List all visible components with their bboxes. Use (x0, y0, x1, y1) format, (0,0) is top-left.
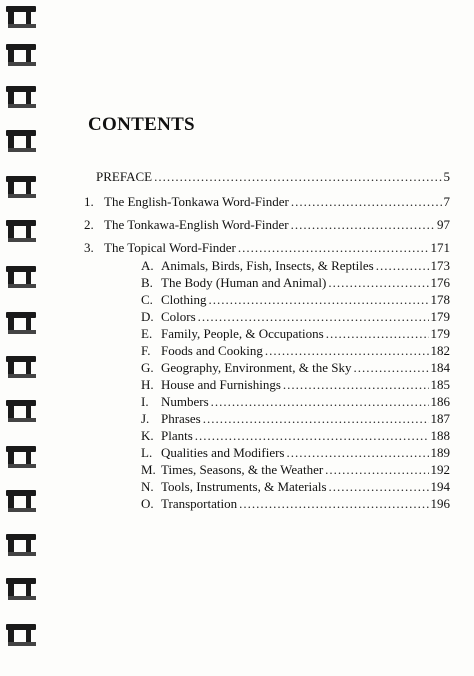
leader-dots (195, 428, 429, 444)
leader-dots (283, 377, 429, 393)
leader-dots (239, 496, 428, 512)
topic-letter: K. (141, 428, 154, 443)
topic-page: 196 (430, 496, 450, 511)
topic-page: 179 (430, 309, 450, 324)
toc-topic-l[interactable] (141, 445, 450, 461)
topic-letter: C. (141, 292, 153, 307)
toc-chapter-2[interactable] (84, 217, 450, 233)
leader-dots (376, 258, 429, 274)
leader-dots (329, 479, 429, 495)
leader-dots (238, 240, 429, 256)
toc-topic-f[interactable] (141, 343, 450, 359)
leader-dots (328, 275, 428, 291)
topic-label: Family, People, & Occupations (161, 326, 324, 341)
topic-label: House and Furnishings (161, 377, 281, 392)
topic-letter: B. (141, 275, 153, 290)
topic-page: 176 (430, 275, 450, 290)
topic-label: Foods and Cooking (161, 343, 263, 358)
topic-label: Colors (161, 309, 196, 324)
topic-label: Clothing (161, 292, 207, 307)
topic-letter: D. (141, 309, 154, 324)
toc-topic-d[interactable] (141, 309, 450, 325)
topic-label: Geography, Environment, & the Sky (161, 360, 352, 375)
chapter-number: 2. (84, 217, 94, 232)
leader-dots (265, 343, 429, 359)
contents-heading: CONTENTS (88, 114, 195, 135)
chapter-page: 7 (443, 194, 450, 209)
topic-label: Transportation (161, 496, 238, 511)
leader-dots (325, 462, 428, 478)
topic-label: Phrases (161, 411, 201, 426)
topic-letter: F. (141, 343, 151, 358)
topic-letter: N. (141, 479, 154, 494)
leader-dots (286, 445, 428, 461)
topic-page: 194 (430, 479, 450, 494)
topic-label: Tools, Instruments, & Materials (161, 479, 327, 494)
toc-preface-page: 5 (443, 169, 450, 184)
topic-page: 189 (430, 445, 450, 460)
topic-page: 185 (430, 377, 450, 392)
leader-dots (291, 217, 435, 233)
topic-letter: I. (141, 394, 149, 409)
toc-topic-n[interactable] (141, 479, 450, 495)
leader-dots (326, 326, 429, 342)
leader-dots (209, 292, 429, 308)
topic-letter: E. (141, 326, 153, 341)
topic-label: Numbers (161, 394, 209, 409)
toc-topic-c[interactable] (141, 292, 450, 308)
topic-page: 192 (430, 462, 450, 477)
chapter-label: The Tonkawa-English Word-Finder (104, 217, 289, 232)
leader-dots (354, 360, 429, 376)
toc-topic-k[interactable] (141, 428, 450, 444)
topic-page: 179 (430, 326, 450, 341)
chapter-number: 1. (84, 194, 94, 209)
chapter-label: The English-Tonkawa Word-Finder (104, 194, 289, 209)
topic-letter: L. (141, 445, 153, 460)
chapter-page: 97 (437, 217, 450, 232)
chapter-number: 3. (84, 240, 94, 255)
topic-letter: G. (141, 360, 154, 375)
toc-topic-a[interactable] (141, 258, 450, 274)
topic-letter: O. (141, 496, 154, 511)
toc-preface-label: PREFACE (96, 169, 153, 184)
leader-dots (203, 411, 429, 427)
topic-label: Animals, Birds, Fish, Insects, & Reptiles (161, 258, 374, 273)
toc-chapter-3[interactable] (84, 240, 450, 256)
toc-topic-i[interactable] (141, 394, 450, 410)
topic-page: 178 (430, 292, 450, 307)
topic-page: 187 (430, 411, 450, 426)
leader-dots (291, 194, 442, 210)
toc-topic-o[interactable] (141, 496, 450, 512)
toc-topic-m[interactable] (141, 462, 450, 478)
leader-dots (154, 169, 441, 185)
chapter-page: 171 (430, 240, 450, 255)
topic-label: Qualities and Modifiers (161, 445, 285, 460)
topic-page: 173 (430, 258, 450, 273)
toc-topic-j[interactable] (141, 411, 450, 427)
topic-letter: H. (141, 377, 154, 392)
topic-page: 184 (430, 360, 450, 375)
topic-page: 188 (430, 428, 450, 443)
topic-letter: A. (141, 258, 154, 273)
topic-label: The Body (Human and Animal) (161, 275, 327, 290)
toc-preface[interactable] (96, 169, 450, 185)
topic-label: Times, Seasons, & the Weather (161, 462, 324, 477)
leader-dots (211, 394, 429, 410)
topic-label: Plants (161, 428, 193, 443)
toc-topic-e[interactable] (141, 326, 450, 342)
chapter-label: The Topical Word-Finder (104, 240, 236, 255)
topic-letter: M. (141, 462, 156, 477)
toc-topic-b[interactable] (141, 275, 450, 291)
topic-page: 186 (430, 394, 450, 409)
topic-letter: J. (141, 411, 150, 426)
toc-chapter-1[interactable] (84, 194, 450, 210)
toc-topic-g[interactable] (141, 360, 450, 376)
topic-page: 182 (430, 343, 450, 358)
toc-topic-h[interactable] (141, 377, 450, 393)
leader-dots (198, 309, 429, 325)
